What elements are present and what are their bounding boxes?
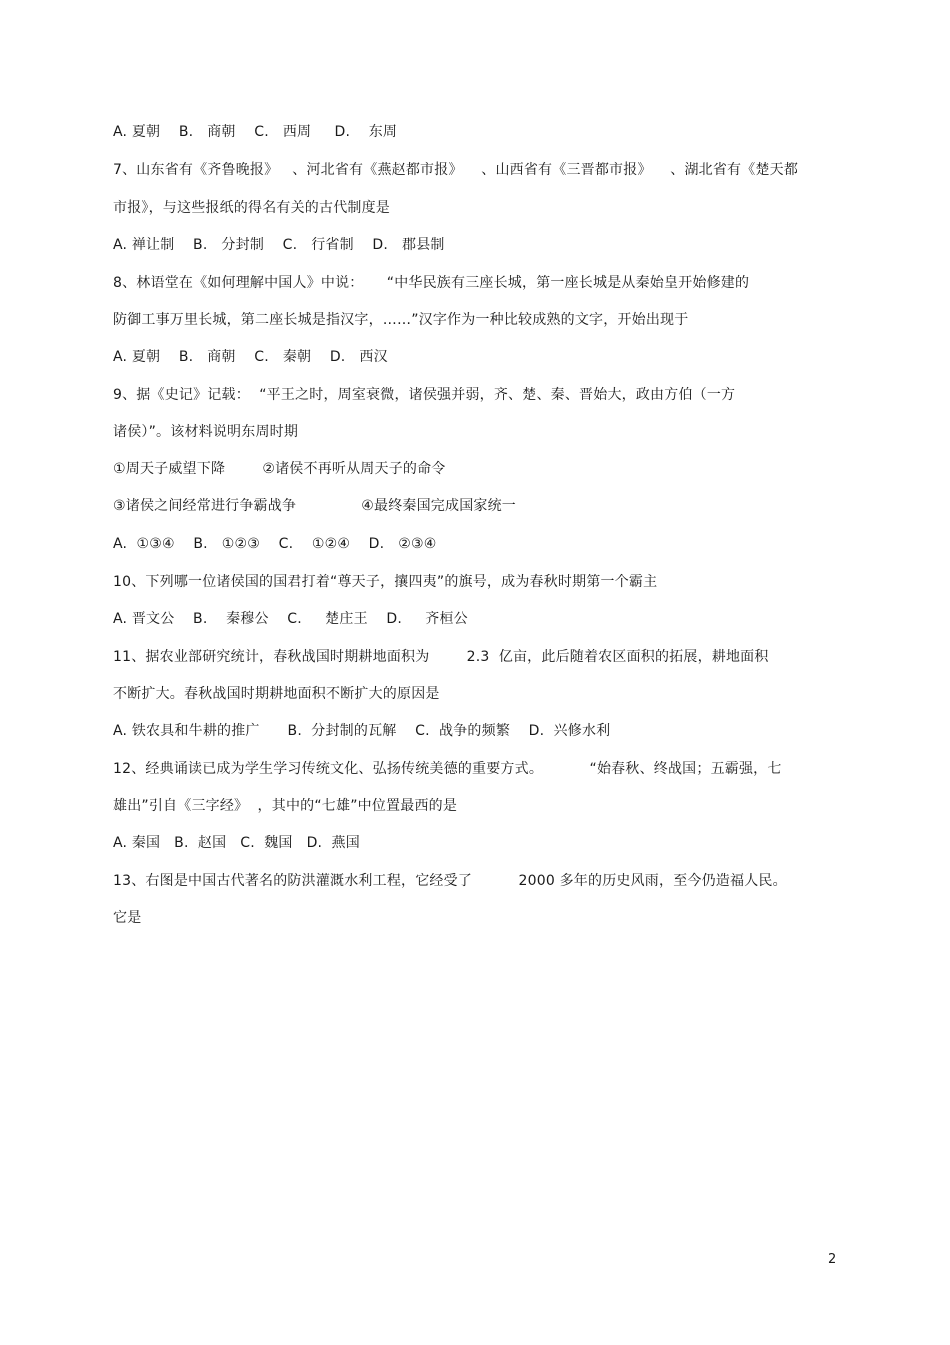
q10-options: A. 晋文公 B. 秦穆公 C. 楚庄王 D. 齐桓公 bbox=[113, 611, 468, 627]
q12-stem-line2: 雄出”引自《三字经》 ，其中的“七雄”中位置最西的是 bbox=[113, 798, 458, 814]
q9-statements-3-4: ③诸侯之间经常进行争霸战争 ④最终秦国完成国家统一 bbox=[113, 498, 517, 514]
q9-options: A. ①③④ B. ①②③ C. ①②④ D. ②③④ bbox=[113, 536, 437, 552]
q8-stem-line2: 防御工事万里长城，第二座长城是指汉字，……”汉字作为一种比较成熟的文字，开始出现于 bbox=[113, 312, 689, 328]
page-number: 2 bbox=[828, 1252, 837, 1267]
q12-stem-line1: 12、经典诵读已成为学生学习传统文化、弘扬传统美德的重要方式。 “始春秋、终战国；五霸强，七 bbox=[113, 761, 782, 777]
q9-statements-1-2: ①周天子威望下降 ②诸侯不再听从周天子的命令 bbox=[113, 461, 446, 477]
q7-options: A. 禅让制 B. 分封制 C. 行省制 D. 郡县制 bbox=[113, 237, 445, 253]
q9-stem-line1: 9、据《史记》记载： “平王之时，周室衰微，诸侯强并弱，齐、楚、秦、晋始大，政由方伯（一方 bbox=[113, 387, 736, 403]
q7-stem-line2: 市报》，与这些报纸的得名有关的古代制度是 bbox=[113, 200, 390, 216]
q11-options: A. 铁农具和牛耕的推广 B. 分封制的瓦解 C. 战争的频繁 D. 兴修水利 bbox=[113, 723, 611, 739]
q8-options: A. 夏朝 B. 商朝 C. 秦朝 D. 西汉 bbox=[113, 349, 388, 365]
q9-stem-line2: 诸侯）”。该材料说明东周时期 bbox=[113, 424, 299, 440]
q8-stem-line1: 8、林语堂在《如何理解中国人》中说： “中华民族有三座长城，第一座长城是从秦始皇开始修建的 bbox=[113, 275, 750, 291]
q12-options: A. 秦国 B. 赵国 C. 魏国 D. 燕国 bbox=[113, 835, 360, 851]
q11-stem-line1: 11、据农业部研究统计，春秋战国时期耕地面积为 2.3 亿亩，此后随着农区面积的拓展，耕地面积 bbox=[113, 649, 769, 665]
q11-stem-line2: 不断扩大。春秋战国时期耕地面积不断扩大的原因是 bbox=[113, 686, 440, 702]
q13-stem-line1: 13、右图是中国古代著名的防洪灌溉水利工程，它经受了 2000 多年的历史风雨，至今仍造福人民。 bbox=[113, 873, 787, 889]
q13-stem-line2: 它是 bbox=[113, 910, 142, 926]
q10-stem: 10、下列哪一位诸侯国的国君打着“尊天子，攘四夷”的旗号，成为春秋时期第一个霸主 bbox=[113, 574, 658, 590]
q6-options: A. 夏朝 B. 商朝 C. 西周 D. 东周 bbox=[113, 124, 398, 140]
q7-stem-line1: 7、山东省有《齐鲁晚报》 、河北省有《燕赵都市报》 、山西省有《三晋都市报》 、湖北省有《楚天都 bbox=[113, 162, 799, 178]
